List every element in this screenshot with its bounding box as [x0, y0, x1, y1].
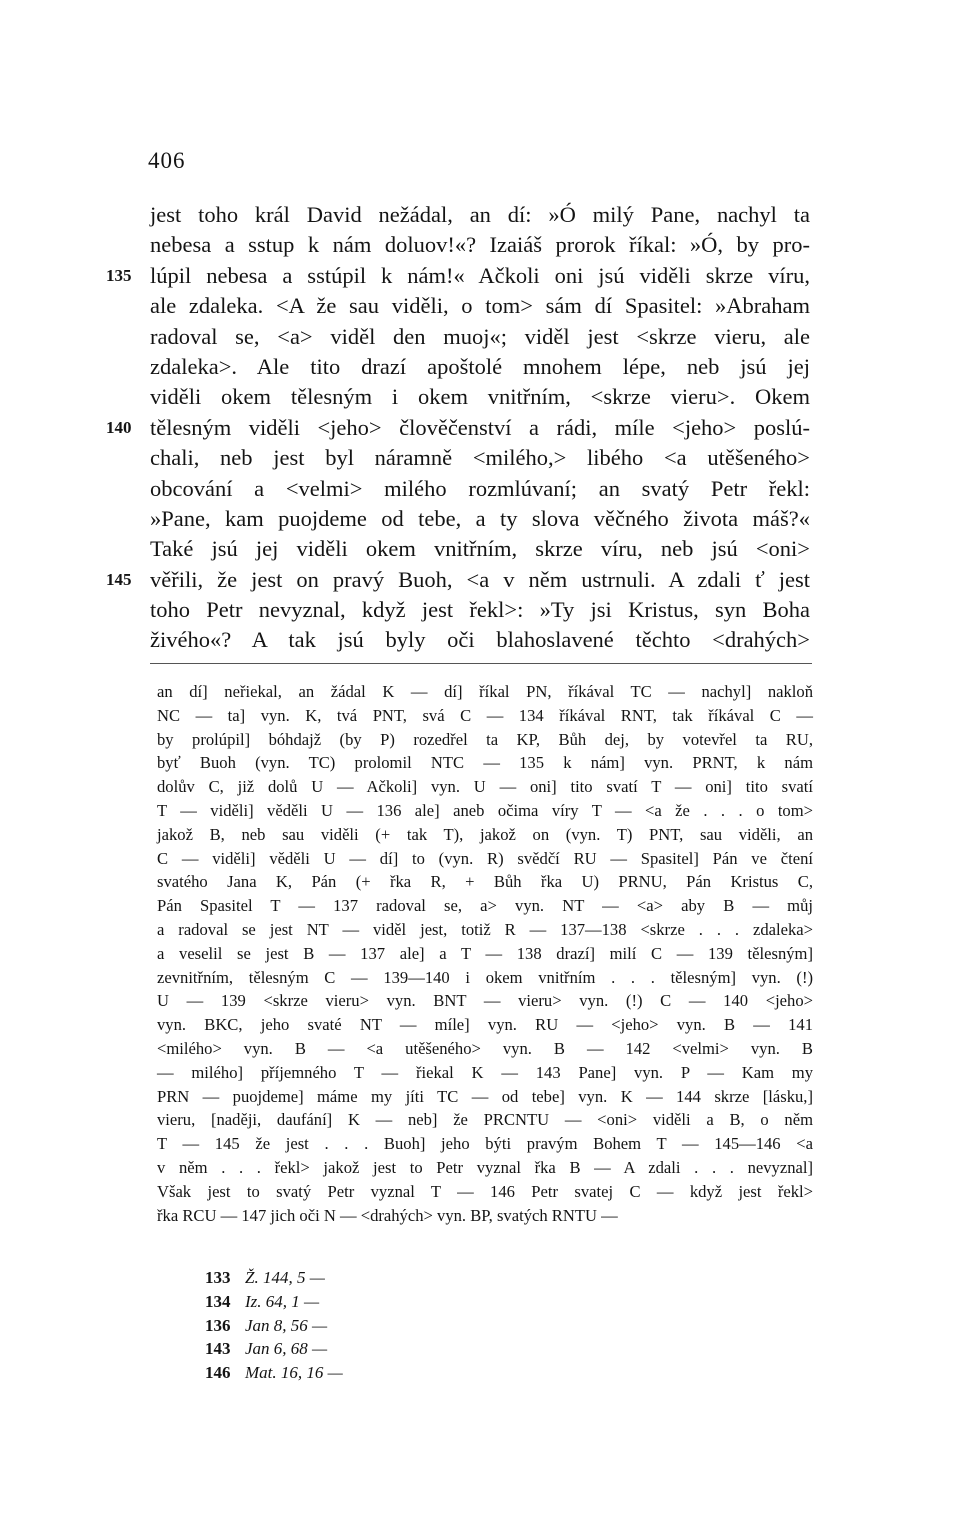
apparatus-line [0, 728, 960, 752]
line-text: »Pane, kam puojdeme od tebe, a ty slova věčného života máš?« [150, 505, 810, 531]
apparatus-line [0, 989, 960, 1013]
line-text: zdaleka>. Ale tito drazí apoštolé mnohem lépe, neb jsú jej [150, 353, 810, 379]
apparatus-text: jakož B, neb sau viděli (+ tak T), jakož on (vyn. T) PNT, sau viděli, an [157, 824, 813, 844]
line-text: nebesa a sstup k nám doluov!«? Izaiáš prorok říkal: »Ó, by pro- [150, 232, 810, 258]
reference-line-number: 136 [205, 1315, 231, 1335]
critical-apparatus [0, 680, 960, 1227]
apparatus-text: vieru, [naději, daufání] K — neb] že PRCNTU — <oni> viděli a B, o něm [157, 1110, 813, 1130]
line-text: jest toho král David nežádal, an dí: »Ó milý Pane, nachyl ta [150, 202, 810, 227]
text-line [0, 200, 960, 230]
text-line [0, 443, 960, 473]
apparatus-text: a veselil se jest B — 137 ale] a T — 138 drazí] milí C — 139 tělesným] [157, 943, 813, 963]
reference-line-number: 134 [205, 1291, 231, 1311]
apparatus-line [0, 1156, 960, 1180]
apparatus-text: <milého> vyn. B — <a utěšeného> vyn. B — 142 <velmi> vyn. B [157, 1038, 813, 1058]
line-text: lúpil nebesa a sstúpil k nám!« Ačkoli oni jsú viděli skrze víru, [150, 262, 810, 288]
text-line [0, 230, 960, 260]
apparatus-text: T — viděli] věděli U — 136 ale] aneb očima víry T — <a že . . . o tom> [157, 800, 813, 820]
reference-citation: Mat. 16, 16 — [245, 1363, 343, 1383]
reference-citation: Ž. 144, 5 — [245, 1268, 325, 1287]
line-text: obcování a <velmi> milého rozmlúvaní; an svatý Petr řekl: [150, 475, 810, 501]
line-text: živého«? A tak jsú byly oči blahoslavené těchto <drahých> [150, 627, 810, 653]
text-line [0, 534, 960, 564]
reference-line [205, 1337, 343, 1361]
apparatus-text: — milého] příjemného T — řiekal K — 143 Pane] vyn. P — Kam my [157, 1062, 813, 1082]
line-text: tělesným viděli <jeho> člověčenství a rádi, míle <jeho> poslú- [150, 414, 810, 440]
line-number: 140 [106, 417, 132, 437]
text-line [0, 504, 960, 534]
apparatus-line [0, 870, 960, 894]
text-line [0, 413, 960, 443]
text-line [0, 565, 960, 595]
apparatus-text: zevnitřním, tělesným C — 139—140 i okem vnitřním . . . tělesným] vyn. (!) [157, 967, 813, 987]
reference-line [205, 1266, 343, 1290]
text-line [0, 382, 960, 412]
line-text: viděli okem tělesným i okem vnitřním, <skrze vieru>. Okem [150, 384, 810, 410]
apparatus-text: U — 139 <skrze vieru> vyn. BNT — vieru> vyn. (!) C — 140 <jeho> [157, 991, 813, 1011]
apparatus-line [0, 704, 960, 728]
apparatus-line [0, 680, 960, 704]
line-text: ale zdaleka. <A že sau viděli, o tom> sám dí Spasitel: »Abraham [150, 293, 810, 319]
apparatus-text: an dí] neřiekal, an žádal K — dí] říkal PN, říkával TC — nachyl] nakloň [157, 682, 813, 701]
apparatus-line [0, 1132, 960, 1156]
apparatus-text: T — 145 že jest . . . Buoh] jeho býti pravým Bohem T — 145—146 <a [157, 1134, 813, 1154]
apparatus-text: C — viděli] věděli U — dí] to (vyn. R) svědčí RU — Spasitel] Pán ve čtení [157, 848, 813, 868]
main-text [0, 200, 960, 656]
apparatus-line [0, 1085, 960, 1109]
apparatus-text: dolův C, již dolů U — Ačkoli] vyn. U — oni] tito svatí T — oni] tito svatí [157, 777, 813, 797]
apparatus-line [0, 799, 960, 823]
reference-line-number: 133 [205, 1268, 231, 1287]
apparatus-line [0, 1037, 960, 1061]
reference-line [205, 1314, 343, 1338]
text-line [0, 625, 960, 655]
apparatus-line [0, 942, 960, 966]
apparatus-text: řka RCU — 147 jich oči N — <drahých> vyn. BP, svatých RNTU — [157, 1205, 618, 1225]
line-text: radoval se, <a> viděl den muoj«; viděl jest <skrze vieru, ale [150, 323, 810, 349]
apparatus-line [0, 966, 960, 990]
scripture-references [205, 1266, 343, 1385]
line-number: 145 [106, 569, 132, 589]
line-text: Také jsú jej viděli okem vnitřním, skrze víru, neb jsú <oni> [150, 536, 810, 562]
text-line [0, 291, 960, 321]
reference-citation: Jan 6, 68 — [245, 1339, 328, 1359]
text-line [0, 595, 960, 625]
apparatus-text: svatého Jana K, Pán (+ řka R, + Bůh řka U) PRNU, Pán Kristus C, [157, 872, 813, 892]
apparatus-text: byť Buoh (vyn. TC) prolomil NTC — 135 k nám] vyn. PRNT, k nám [157, 753, 813, 773]
apparatus-line [0, 1013, 960, 1037]
apparatus-line [0, 1108, 960, 1132]
apparatus-line [0, 847, 960, 871]
reference-citation: Iz. 64, 1 — [245, 1291, 320, 1311]
apparatus-line [0, 894, 960, 918]
apparatus-text: by prolúpil] bóhdajž (by P) rozedřel ta KP, Bůh dej, by votevřel ta RU, [157, 729, 813, 749]
apparatus-line [0, 918, 960, 942]
line-text: chali, neb jest byl náramně <milého,> libého <a utěšeného> [150, 445, 810, 471]
page-number: 406 [148, 148, 186, 173]
apparatus-text: NC — ta] vyn. K, tvá PNT, svá C — 134 říkával RNT, tak říkával C — [157, 705, 813, 725]
apparatus-line [0, 775, 960, 799]
apparatus-text: Však jest to svatý Petr vyznal T — 146 Petr svatej C — když jest řekl> [157, 1181, 813, 1201]
text-line [0, 261, 960, 291]
apparatus-text: a radoval se jest NT — viděl jest, totiž R — 137—138 <skrze . . . zdaleka> [157, 919, 813, 939]
text-line [0, 474, 960, 504]
apparatus-text: Pán Spasitel T — 137 radoval se, a> vyn. NT — <a> aby B — můj [157, 896, 813, 916]
apparatus-line [0, 751, 960, 775]
apparatus-text: PRN — puojdeme] máme my jíti TC — od tebe] vyn. K — 144 skrze [lásku,] [157, 1086, 813, 1106]
apparatus-text: vyn. BKC, jeho svaté NT — míle] vyn. RU — <jeho> vyn. B — 141 [157, 1015, 813, 1035]
reference-line [205, 1290, 343, 1314]
text-line [0, 352, 960, 382]
reference-line [205, 1361, 343, 1385]
apparatus-text: v něm . . . řekl> jakož jest to Petr vyznal řka B — A zdali . . . nevyznal] [157, 1157, 813, 1177]
apparatus-line [0, 823, 960, 847]
footnote-divider [150, 663, 812, 664]
apparatus-line [0, 1061, 960, 1085]
apparatus-line [0, 1204, 960, 1228]
reference-line-number: 143 [205, 1339, 231, 1359]
line-number: 135 [106, 265, 132, 285]
line-text: toho Petr nevyznal, když jest řekl>: »Ty jsi Kristus, syn Boha [150, 597, 810, 623]
apparatus-line [0, 1180, 960, 1204]
reference-citation: Jan 8, 56 — [245, 1315, 328, 1335]
line-text: věřili, že jest on pravý Buoh, <a v něm ustrnuli. A zdali ť jest [150, 566, 810, 592]
reference-line-number: 146 [205, 1363, 231, 1383]
text-line [0, 322, 960, 352]
